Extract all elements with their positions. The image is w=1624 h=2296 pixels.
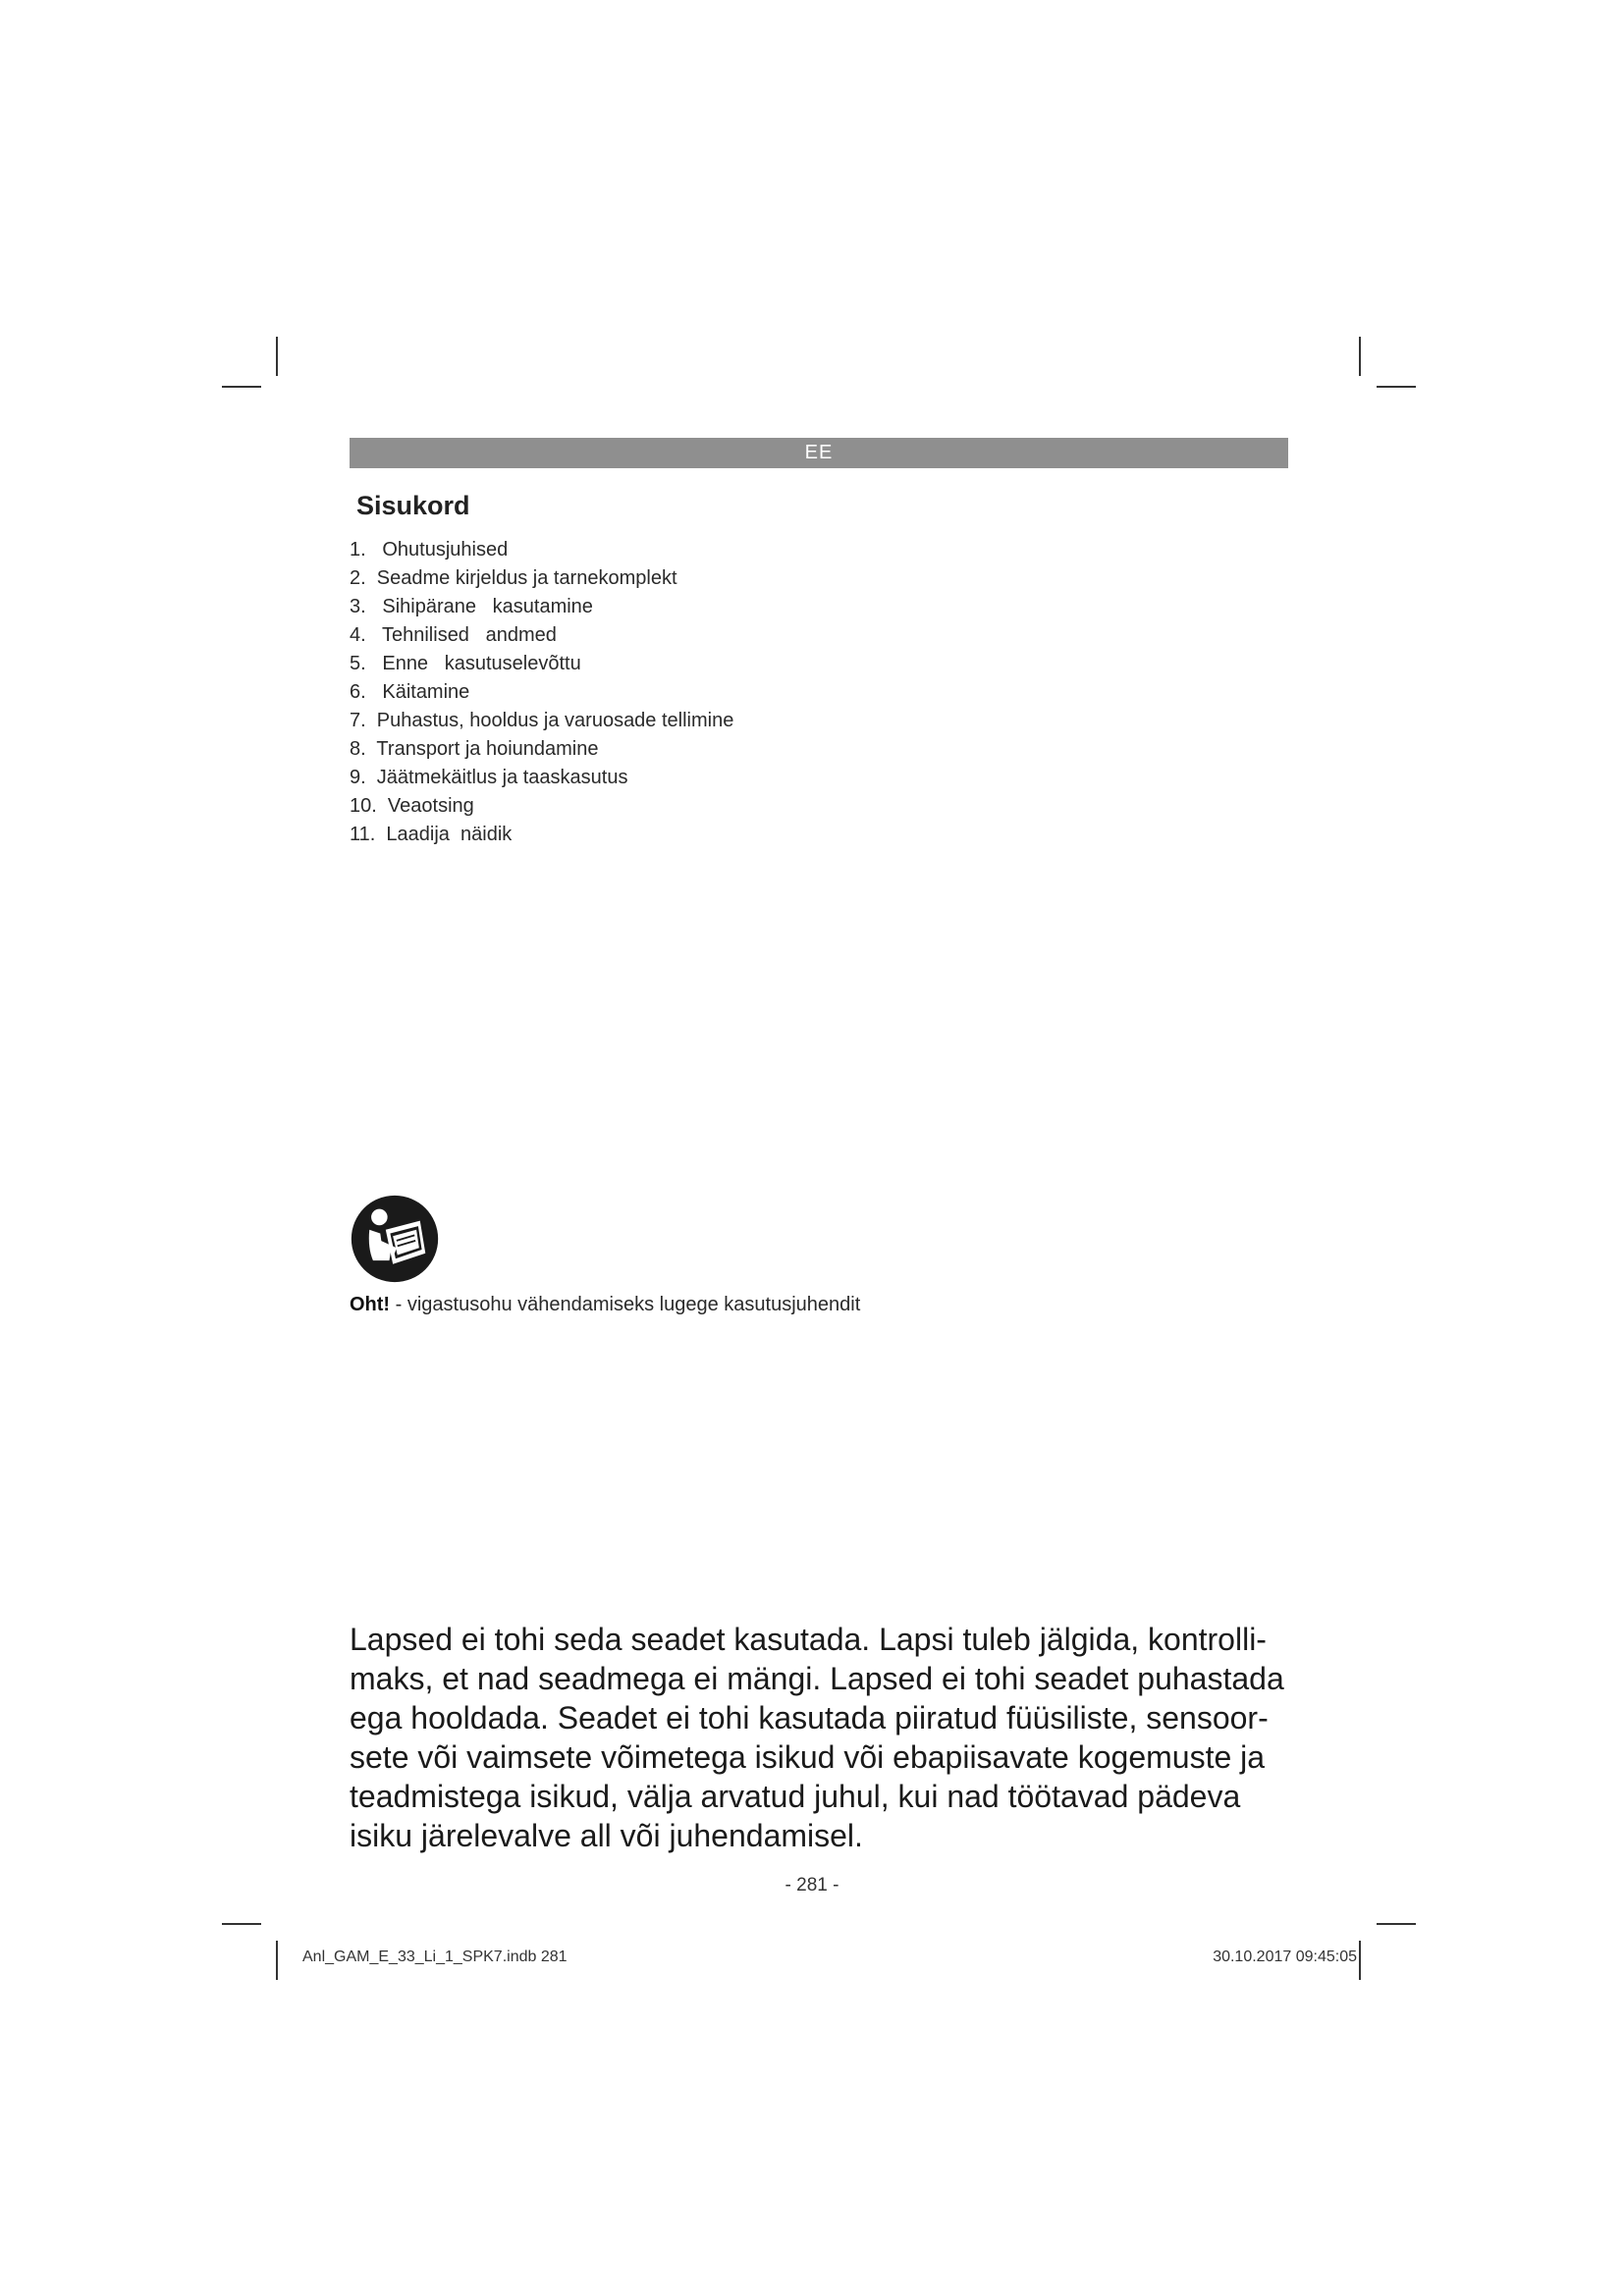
file-info: Anl_GAM_E_33_Li_1_SPK7.indb 281 — [302, 1949, 568, 1965]
crop-mark — [276, 337, 278, 376]
language-header-bar — [350, 438, 1288, 468]
warning-text — [350, 1294, 860, 1316]
toc-item: 9. Jäätmekäitlus ja taaskasutus — [350, 767, 628, 788]
toc-item: 8. Transport ja hoiundamine — [350, 738, 599, 760]
toc-item: 11. Laadija näidik — [350, 824, 513, 845]
toc-item: 1. Ohutusjuhised — [350, 539, 509, 561]
crop-mark — [1377, 386, 1416, 388]
toc-item: 3. Sihipärane kasutamine — [350, 596, 593, 617]
toc-title: Sisukord — [356, 491, 470, 520]
toc-item: 4. Tehnilised andmed — [350, 624, 557, 646]
crop-mark — [276, 1941, 278, 1980]
warning-label: Oht! — [350, 1294, 391, 1315]
crop-mark — [1377, 1923, 1416, 1925]
toc-item: 7. Puhastus, hooldus ja varuosade tellimine — [350, 710, 734, 731]
read-manual-icon — [350, 1194, 440, 1284]
safety-notice: Lapsed ei tohi seda seadet kasutada. Lapsi tuleb jälgida, kontrolli-maks, et nad seadmega ei mängi. Lapsed ei tohi seadet puhastada ega hooldada. Seadet ei tohi kasutada piiratud füüsiliste, sensoor-sete või vaimsete võimetega isikud või ebapiisavate kogemuste ja teadmistega isikud, välja arvatud juhul, kui nad töötavad pädeva isiku järelevalve all või juhendamisel. — [350, 1622, 1284, 1853]
print-timestamp: 30.10.2017 09:45:05 — [1213, 1949, 1357, 1965]
page-number: - 281 - — [785, 1875, 839, 1896]
crop-mark — [222, 386, 261, 388]
toc-list — [350, 536, 733, 849]
toc-item: 6. Käitamine — [350, 681, 470, 703]
language-code: EE — [804, 442, 834, 463]
toc-item: 10. Veaotsing — [350, 795, 474, 817]
toc-item: 5. Enne kasutuselevõttu — [350, 653, 581, 674]
warning-description: - vigastusohu vähendamiseks lugege kasutusjuhendit — [390, 1294, 861, 1315]
crop-mark — [1359, 1941, 1361, 1980]
crop-mark — [222, 1923, 261, 1925]
toc-item: 2. Seadme kirjeldus ja tarnekomplekt — [350, 567, 677, 589]
crop-mark — [1359, 337, 1361, 376]
